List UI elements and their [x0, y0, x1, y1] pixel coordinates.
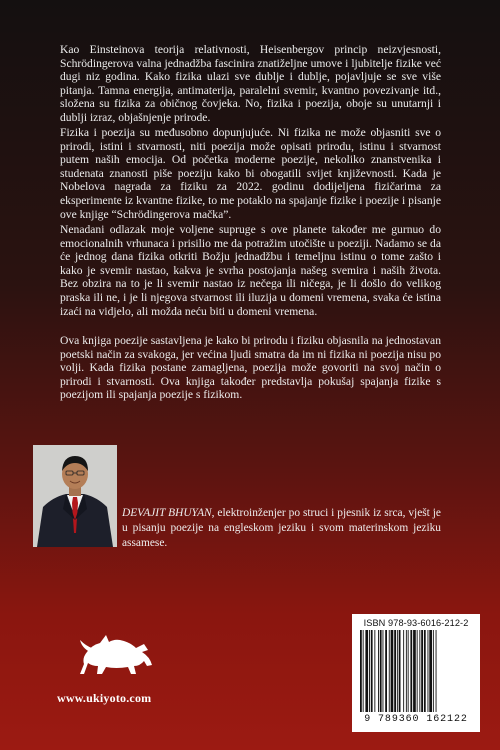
- author-portrait-icon: [33, 445, 117, 547]
- barcode-bar: [383, 630, 384, 712]
- barcode-bar: [413, 630, 416, 712]
- isbn-label: ISBN 978-93-6016-212-2: [363, 618, 469, 628]
- blurb-paragraph-1: Kao Einsteinova teorija relativnosti, Heisenbergov princip neizvjesnosti, Schrödingerova valna jednadžba fascinira znatiželjne umove i ljubitelje fizike već dugi niz godina. Kako fizika ulazi sve dublje i dublje, pojavljuje se sve više pitanja. Tamna energija, antimaterija, paralelni svemir, kvantno povezivanje itd., složena su fizika za običnog čovjeka. No, fizika i poezija, oboje su unutarnji i dublji izraz, objašnjenje prirode.: [60, 43, 441, 124]
- barcode-bar: [433, 630, 434, 712]
- barcode-bar: [369, 630, 370, 712]
- author-name: DEVAJIT BHUYAN: [122, 507, 212, 519]
- barcode-bar: [410, 630, 412, 712]
- author-photo: [33, 445, 117, 547]
- blurb-paragraph-4: Ova knjiga poezije sastavljena je kako bi prirodu i fiziku objasnila na jednostavan poetski način za svakoga, jer većina ljudi smatra da im ni fizika ni poezija nisu po volji. Kada fizika postane zamagljena, poezija može govoriti na svoj način o prirodi i stvarnosti. Ova knjiga također predstavlja pokušaj spajanja fizike s poezijom ili spajanja poezije s fizikom.: [60, 334, 441, 402]
- barcode-bar: [389, 630, 390, 712]
- barcode-bar: [365, 630, 368, 712]
- barcode-bar: [378, 630, 379, 712]
- barcode-bar: [421, 630, 423, 712]
- blurb-paragraph-2: Fizika i poezija su međusobno dopunjujuće. Ni fizika ne može objasniti sve o prirodi, istini i stvarnosti, niti poezija može opisati prirodu, istinu i stvarnost putem naših emocija. Od početka moderne poezije, nekoliko znanstvenika i studenata znanosti piše poeziju kako bi obogatili svijet književnosti. Kada je Nobelova nagrada za fiziku za 2022. godinu dodijeljena fizičarima za eksperimente iz kvantne fizike, to me potaklo na spajanje fizike i poezije i pisanje ove knjige “Schrödingerova mačka”.: [60, 126, 441, 221]
- barcode-digits: 9 789360 162122: [364, 714, 468, 725]
- barcode-bar: [408, 630, 409, 712]
- barcode-bar: [374, 630, 375, 712]
- barcode-bar: [371, 630, 373, 712]
- barcode-bar: [380, 630, 382, 712]
- barcode-icon: [358, 630, 474, 714]
- barcode-bar: [385, 630, 387, 712]
- barcode-bar: [428, 630, 429, 712]
- barcode-bar: [391, 630, 394, 712]
- publisher-website: www.ukiyoto.com: [57, 691, 152, 705]
- barcode-bar: [419, 630, 420, 712]
- isbn-barcode: [352, 614, 480, 732]
- barcode-bar: [360, 630, 362, 712]
- barcode-bar: [397, 630, 398, 712]
- barcode-bar: [403, 630, 404, 712]
- barcode-bar: [406, 630, 407, 712]
- barcode-bar: [417, 630, 418, 712]
- barcode-bar: [394, 630, 396, 712]
- blurb-paragraph-3: Nenadani odlazak moje voljene supruge s ove planete također me gurnuo do emocionalnih vrhunaca i prisilio me da potražim utočište u poeziji. Nadamo se da će jednog dana fizika otkriti Božju jednadžbu i temeljnu istinu o tome zašto i kako je svemir nastao, kakva je svrha postojanja našeg svemira i naših života. Bez obzira na to je li svemir nastao iz nečega ili ničega, je li došlo do velikog praska ili ne, i je li njegova stvarnost ili iluzija u domeni vremena, svaka će istina izaći na vidjelo, ali možda neću biti u domeni vremena.: [60, 223, 441, 318]
- author-bio-text: , elektroinženjer po struci i pjesnik iz srca, vješt je u pisanju poezije na engleskom jeziku i svom materinskom jeziku assamese.: [122, 507, 441, 549]
- barcode-bar: [363, 630, 364, 712]
- roaring-lion-icon: [78, 630, 156, 676]
- barcode-bar: [399, 630, 401, 712]
- barcode-bar: [424, 630, 426, 712]
- barcode-bar: [436, 630, 437, 712]
- barcode-bar: [429, 630, 432, 712]
- author-bio: [122, 506, 441, 551]
